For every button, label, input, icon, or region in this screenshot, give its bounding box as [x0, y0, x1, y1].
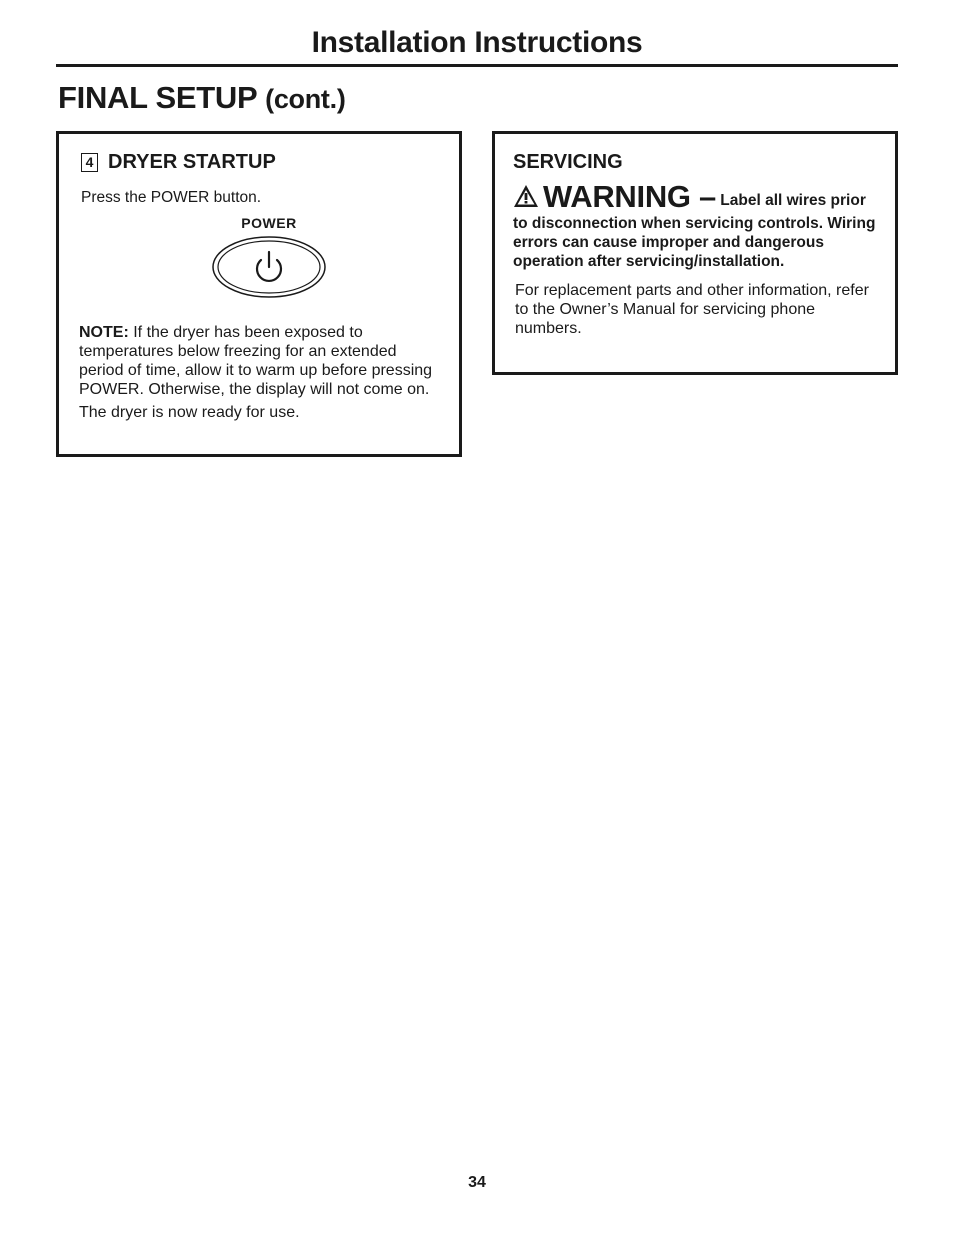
section-title: [58, 78, 346, 119]
section-title-cont: (cont.): [265, 84, 346, 114]
page-header: Installation Instructions: [56, 24, 898, 67]
step-number-badge: 4: [81, 153, 98, 172]
press-power-instruction: Press the POWER button.: [81, 189, 262, 206]
warning-text: Label all wires prior to disconnection when servicing controls. Wiring errors can cause improper and dangerous operation after servicing/installation.: [513, 192, 876, 270]
ready-text: The dryer is now ready for use.: [79, 404, 300, 421]
dryer-startup-box: [56, 131, 462, 457]
warning-word: WARNING –: [543, 179, 716, 214]
power-icon: [204, 229, 334, 301]
note-label: NOTE:: [79, 324, 129, 341]
step-heading: [79, 150, 441, 174]
power-button-label: POWER: [241, 215, 297, 231]
freezing-note: [79, 323, 441, 399]
replacement-parts-info: For replacement parts and other information, refer to the Owner’s Manual for servicing phone numbers.: [515, 282, 869, 337]
page-number: 34: [468, 1174, 486, 1191]
step-heading-text: DRYER STARTUP: [108, 151, 276, 173]
servicing-heading: SERVICING: [513, 151, 623, 173]
note-text: If the dryer has been exposed to temperatures below freezing for an extended period of time, allow it to warm up before pressing POWER. Otherwise, the display will not come on.: [79, 324, 433, 398]
warning-block: [513, 180, 881, 271]
power-button-graphic: [204, 215, 334, 305]
servicing-box: [492, 131, 898, 375]
section-title-main: FINAL SETUP: [58, 80, 257, 115]
warning-triangle-icon: [513, 184, 539, 208]
